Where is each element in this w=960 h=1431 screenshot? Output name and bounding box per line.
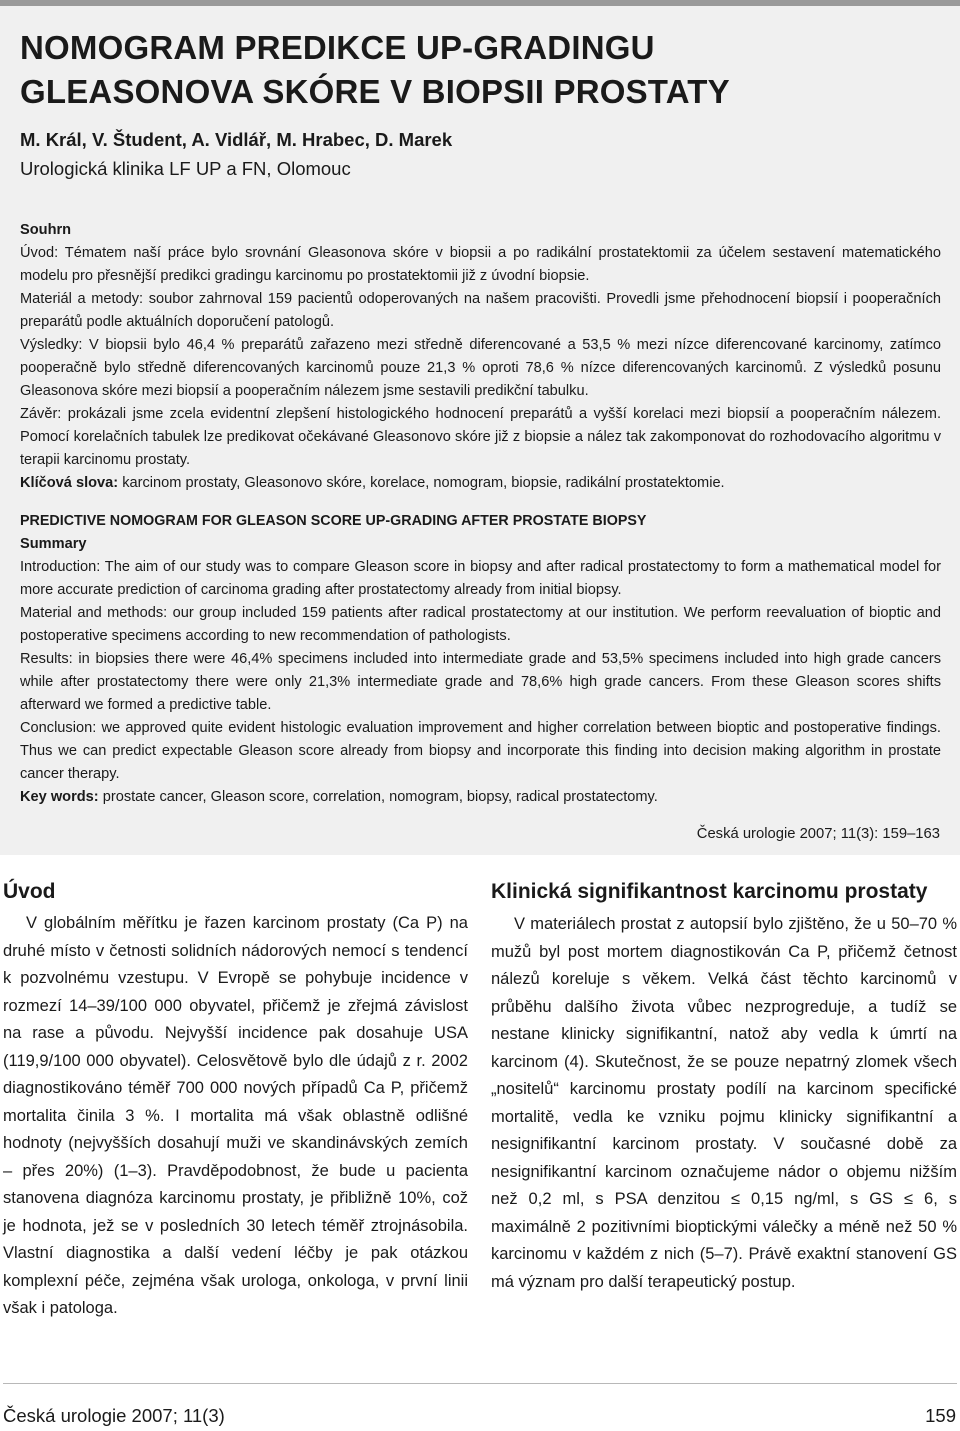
abstract-cs-methods: Materiál a metody: soubor zahrnoval 159 pacientů odoperovaných na našem pracovišti. Provedli jsme přehodnocení biopsií i pooperačních preparátů podle aktuálních doporučení patologů. — [20, 291, 941, 330]
footer-journal: Česká urologie 2007; 11(3) — [3, 1405, 225, 1426]
abstract-en-keywords-label: Key words: — [20, 789, 99, 805]
footer-rule — [3, 1383, 957, 1384]
body-paragraph-uvod: V globálním měřítku je řazen karcinom prostaty (Ca P) na druhé místo v četnosti solidních nádorových nemocí s tendencí k pozvolnému vzestupu. V Evropě se pohybuje incidence v rozmezí 14–39/100 000 obyvatel, přičemž je zřejmá závislost na rase a původu. Nejvyšší incidence pak dosahuje USA (119,9/100 000 obyvatel). Celosvětově bylo dle údajů z r. 2002 diagnostikováno téměř 700 000 nových případů Ca P, přičemž mortalita činila 3 %. I mortalita má však oblastně odlišné hodnoty (nejvyšších dosahují muži ve skandinávských zemích – přes 20%) (1–3). Pravděpodobnost, že bude u pacienta stanovena diagnóza karcinomu prostaty, je přibližně 10%, což je hodnota, jež se v posledních 30 letech téměř ztrojnásobila. Vlastní diagnostika a další vedení léčby je pak otázkou komplexní péče, zejména však urologa, onkologa, v první linii však i patologa. — [3, 914, 468, 1317]
abstract-cs-conclusion: Závěr: prokázali jsme zcela evidentní zlepšení histologického hodnocení preparátů a vyšší korelaci mezi biopsií a pooperačním nálezem. Pomocí korelačních tabulek lze predikovat očekávané Gleasonovo skóre již z biopsie a nález tak zakomponovat do rozhodovacího algoritmu v terapii karcinomu prostaty. — [20, 406, 941, 468]
page-number: 159 — [925, 1405, 956, 1426]
abstract-en-results: Results: in biopsies there were 46,4% specimens included into intermediate grade and 53,5% specimens included into high grade cancers while after prostatectomy there were only 21,3% intermediate grade and 78,6% high grade cancers. From these Gleason scores shifts afterward we formed a predictive table. — [20, 651, 941, 713]
abstract-en-methods: Material and methods: our group included 159 patients after radical prostatectomy at our institution. We perform reevaluation of bioptic and postoperative specimens according to new recommendation of pathologists. — [20, 605, 941, 644]
abstract-en-keywords-text: prostate cancer, Gleason score, correlation, nomogram, biopsy, radical prostatectomy. — [98, 789, 658, 805]
abstract-en-title: PREDICTIVE NOMOGRAM FOR GLEASON SCORE UP-GRADING AFTER PROSTATE BIOPSY — [20, 513, 647, 529]
section-heading-clinical-significance: Klinická signifikantnost karcinomu prostaty — [491, 880, 928, 903]
abstract-en-intro: Introduction: The aim of our study was to compare Gleason score in biopsy and after radical prostatectomy to form a mathematical model for more accurate prediction of carcinoma grading after prostatectomy already from initial biopsy. — [20, 559, 941, 598]
abstract-cs-keywords — [20, 472, 941, 495]
article-title — [20, 26, 950, 114]
body-column-right — [491, 878, 957, 1296]
top-rule — [0, 0, 960, 6]
article-title-line1: NOMOGRAM PREDIKCE UP-GRADINGU — [20, 29, 655, 66]
abstract-en-heading: Summary — [20, 536, 87, 552]
abstract-cs-keywords-label: Klíčová slova: — [20, 475, 119, 491]
abstract-cs-heading: Souhrn — [20, 222, 72, 238]
abstract-cs-keywords-text: karcinom prostaty, Gleasonovo skóre, korelace, nomogram, biopsie, radikální prostatektomie. — [118, 475, 725, 491]
affiliation: Urologická klinika LF UP a FN, Olomouc — [20, 158, 351, 179]
abstract-czech — [20, 219, 941, 495]
abstract-en-conclusion: Conclusion: we approved quite evident histologic evaluation improvement and higher correlation between bioptic and postoperative findings. Thus we can predict expectable Gleason score already from biopsy and incorporate this finding into decision making algorithm in prostate cancer therapy. — [20, 720, 941, 782]
abstract-english — [20, 510, 941, 809]
abstract-cs-intro: Úvod: Tématem naší práce bylo srovnání Gleasonova skóre v biopsii a po radikální prostatektomii za účelem sestavení matematického modelu pro přesnější predikci gradingu karcinomu po prostatektomii již z úvodní biopsie. — [20, 245, 941, 284]
journal-citation: Česká urologie 2007; 11(3): 159–163 — [696, 826, 940, 842]
abstract-cs-results: Výsledky: V biopsii bylo 46,4 % preparátů zařazeno mezi středně diferencované a 53,5 % mezi nízce diferencované karcinomy, zatímco pooperačně bylo středně diferencovaných karcinomů pouze 21,3 % oproti 78,6 % nízce diferencovaných karcinomů. Z výsledků posunu Gleasonova skóre mezi biopsií a pooperačním nálezem jsme sestavili predikční tabulku. — [20, 337, 941, 399]
body-column-left — [3, 878, 468, 1323]
authors: M. Král, V. Študent, A. Vidlář, M. Hrabec, D. Marek — [20, 129, 453, 150]
section-heading-uvod: Úvod — [3, 880, 56, 903]
article-title-line2: GLEASONOVA SKÓRE V BIOPSII PROSTATY — [20, 73, 730, 110]
body-paragraph-clinical-significance: V materiálech prostat z autopsií bylo zjištěno, že u 50–70 % mužů byl post mortem diagnostikován Ca P, přičemž četnost nálezů koreluje s věkem. Velká část těchto karcinomů v průběhu dalšího života vůbec nezprogreduje, a tudíž se nestane klinicky signifikantní, natož aby vedla k úmrtí na karcinom (4). Skutečnost, že se pouze nepatrný zlomek všech „nositelů“ karcinomu prostaty podílí na karcinom specifické mortalitě, vedla ke vzniku pojmu klinicky signifikantní a nesignifikantní karcinom prostaty. V současné době za nesignifikantní karcinom označujeme nádor o objemu nižším než 0,2 ml, s PSA denzitou ≤ 0,15 ng/ml, s GS ≤ 6, s maximálně 2 pozitivními bioptickými válečky a méně než 50 % karcinomu v každém z nich (5–7). Právě exaktní stanovení GS má význam pro další terapeutický postup. — [491, 915, 957, 1291]
abstract-en-keywords — [20, 786, 941, 809]
